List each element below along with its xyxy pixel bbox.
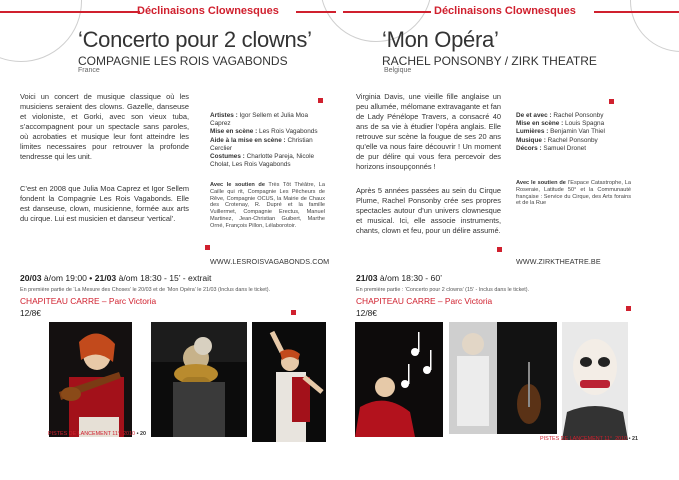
violinist-image <box>49 322 132 437</box>
price: 12/8€ <box>20 308 41 318</box>
show-title: ‘Mon Opéra’ <box>382 27 499 52</box>
dancer-image <box>252 322 326 442</box>
show-title: ‘Concerto pour 2 clowns’ <box>78 27 312 52</box>
schedule-line: 20/03 à/om 19:00 • 21/03 à/om 18:30 - 15’ - extrait <box>20 273 212 283</box>
schedule-note: En première partie : ‘Concerto pour 2 clowns’ (15’ - Inclus dans le ticket). <box>356 287 530 293</box>
credit-line: Lumières : Benjamin Van Thiel <box>516 128 605 136</box>
credit-line: Mise en scène : Louis Spagna <box>516 120 605 128</box>
company-name: RACHEL PONSONBY / ZIRK THEATRE <box>382 54 597 68</box>
header-rule <box>296 11 336 13</box>
credit-line: Mise en scène : Les Rois Vagabonds <box>210 128 318 136</box>
photo-dancer <box>252 322 326 442</box>
price: 12/8€ <box>356 308 377 318</box>
credits-block <box>516 112 641 153</box>
credit-line: Aide à la mise en scène : Christian Cerclier <box>210 136 313 152</box>
tuba-image <box>151 322 247 437</box>
section-title: Déclinaisons Clownesques <box>434 5 576 17</box>
company-paragraph: C’est en 2008 que Julia Moa Caprez et Igor Sellem fondent la Compagnie Les Rois Vagabonds. Elle est danseuse, clown, musicienne, formée aux arts du cirque. Lui est musicien et danseur ‘vertical’. <box>20 184 189 223</box>
header-rule <box>594 11 679 13</box>
page-footer: PISTES DE LANCEMENT 11° 2010 • 21 <box>540 436 638 442</box>
cellist-image <box>449 322 557 434</box>
clown-face-image <box>562 322 628 440</box>
photo-clown-face <box>562 322 628 440</box>
red-square-marker <box>609 99 614 104</box>
red-square-marker <box>497 247 502 252</box>
company-paragraph: Après 5 années passées au sein du Cirque Plume, Rachel Ponsonby crée ses propres spectacles autour d’un univers clownesque et musical. Ici, elle associe instruments, chants, clown et feu, pour un délire assumé. <box>356 186 501 235</box>
country: France <box>78 67 100 74</box>
website-link[interactable]: WWW.LESROISVAGABONDS.COM <box>210 257 330 266</box>
decorative-arc <box>630 0 679 52</box>
red-square-marker <box>205 245 210 250</box>
decorative-arc <box>0 0 82 62</box>
credit-line: Décors : Samuel Dronet <box>516 144 586 152</box>
photo-cellist <box>449 322 557 434</box>
support-block: Avec le soutien de Très Tôt Théâtre, La Caille qui rit, Compagnie Les Pêcheurs de Rêve, Compagnie OCUS, la Mairie de Chaux des Crotenay, R. Dupré et la famille Vuillermet, Compagnie Erectus, Manuel Martinez, Jean-Christian Guibert, Marthe Orné, François Pillon, Lélaborotoir. <box>210 182 326 229</box>
photo-singer-notes <box>355 322 443 437</box>
description-paragraph: Virginia Davis, une vieille fille anglaise un peu allumée, mélomane extravagante et fan de Lady Pénélope Travers, a consacré 40 ans de sa vie à étudier l’opéra anglais. Elle retrouve sur scène la fougue de ses 20 ans qu’elle va nous faire découvrir ! Un moment de pur délire qui vous fera percevoir des horizons insoupçonnés ! <box>356 92 501 171</box>
website-link[interactable]: WWW.ZIRKTHEATRE.BE <box>516 257 601 266</box>
header-rule <box>343 11 431 13</box>
venue: CHAPITEAU CARRE – Parc Victoria <box>356 296 493 306</box>
section-title: Déclinaisons Clownesques <box>137 5 279 17</box>
description-paragraph: Voici un concert de musique classique où les musiciens seraient des clowns. Gazelle, danseuse et violoniste, et Gorki, avec son vieux tuba, s’accompagnent pour un spectacle sans paroles, où acrobaties et musique leur font atteindre les limites necessaires pour retrouver la profonde tendresse qui les unit. <box>20 92 189 161</box>
credit-line: Costumes : Charlotte Pareja, Nicole Cholat, Les Rois Vagabonds <box>210 153 315 169</box>
support-block: Avec le soutien de l’Espace Catastrophe, La Roseraie, Latitude 50° et la Communauté française : Service du Cirque, des Arts forains et de la Rue <box>516 180 631 207</box>
company-name: COMPAGNIE LES ROIS VAGABONDS <box>78 54 288 68</box>
header-rule <box>0 11 140 13</box>
red-square-marker <box>626 306 631 311</box>
red-square-marker <box>291 310 296 315</box>
photo-tuba-player <box>151 322 247 437</box>
venue: CHAPITEAU CARRE – Parc Victoria <box>20 296 157 306</box>
photo-violinist <box>49 322 132 437</box>
country: Belgique <box>384 67 412 74</box>
schedule-line: 21/03 à/om 18:30 - 60’ <box>356 273 443 283</box>
credit-line: Musique : Rachel Ponsonby <box>516 136 598 144</box>
credit-line: Artistes : Igor Sellem et Julia Moa Caprez <box>210 112 309 128</box>
credits-block <box>210 112 325 169</box>
schedule-note: En première partie de ‘La Mesure des Choses’ le 20/03 et de ‘Mon Opéra’ le 21/03 (Inclus dans le ticket). <box>20 287 271 293</box>
red-square-marker <box>318 98 323 103</box>
page-footer: PISTES DE LANCEMENT 11° 2010 • 20 <box>48 431 146 437</box>
credit-line: De et avec : Rachel Ponsonby <box>516 112 604 119</box>
singer-notes-image <box>355 322 443 437</box>
